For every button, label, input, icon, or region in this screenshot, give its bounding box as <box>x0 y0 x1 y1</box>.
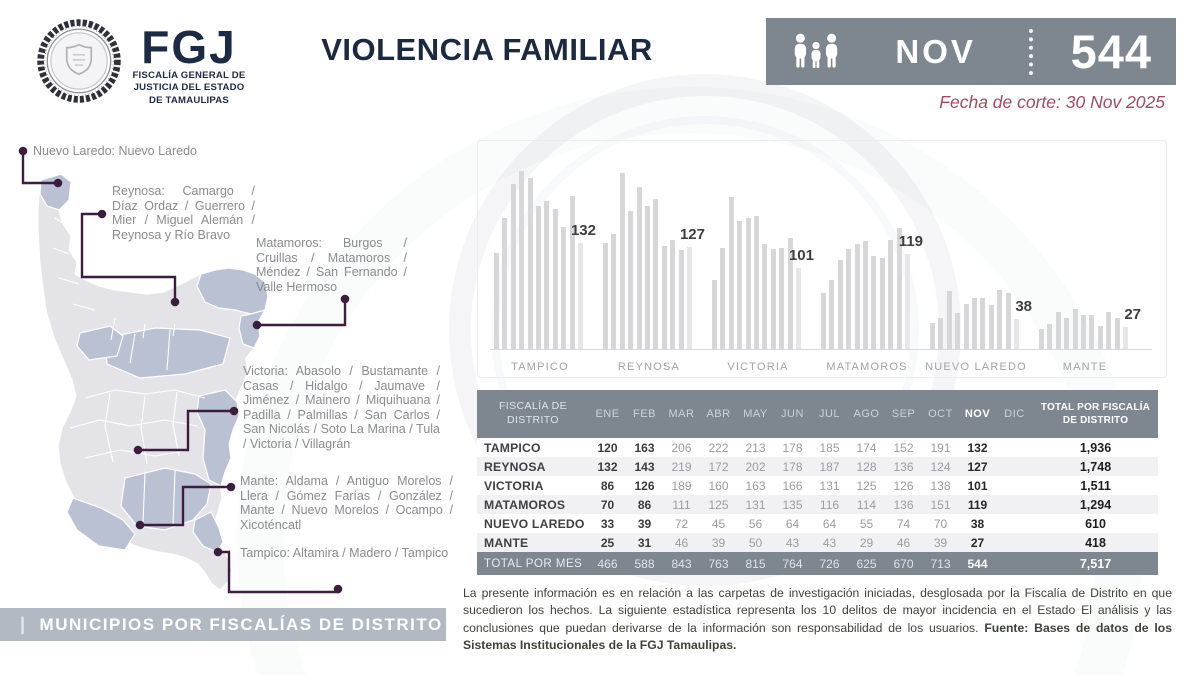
bar-sep <box>997 290 1002 349</box>
table-total-row <box>477 552 1158 575</box>
row-district: VICTORIA <box>484 478 544 493</box>
cell-nov: 38 <box>970 516 985 531</box>
table-row <box>477 514 1158 533</box>
bar-feb <box>829 280 834 349</box>
chart-group-matamoros <box>821 171 923 373</box>
cell-abr: 125 <box>708 497 729 512</box>
col-header-sep: SEP <box>891 408 916 420</box>
badge-count: 544 <box>1070 25 1152 78</box>
bar-may <box>528 178 533 349</box>
cell-total: 1,748 <box>1079 459 1112 474</box>
cell-sep: 74 <box>896 516 911 531</box>
bar-mar <box>620 173 625 349</box>
month-count-badge <box>766 18 1176 85</box>
cell-sep: 136 <box>893 459 914 474</box>
bar-sep <box>779 248 784 349</box>
cell-sep: 136 <box>893 497 914 512</box>
bar-ago <box>1098 326 1103 349</box>
bar-mar <box>838 260 843 349</box>
total-cell-nov: 544 <box>967 556 988 571</box>
fgj-acronym: FGJ <box>141 21 237 73</box>
cell-feb: 31 <box>637 535 652 550</box>
cell-total: 1,511 <box>1080 478 1111 493</box>
chart-group-label: TAMPICO <box>511 361 569 373</box>
badge-divider <box>1029 29 1033 75</box>
total-cell-sep: 670 <box>893 556 914 571</box>
total-cell-ago: 625 <box>856 556 877 571</box>
col-header-abr: ABR <box>706 408 731 420</box>
row-district: REYNOSA <box>484 459 546 474</box>
cell-oct: 138 <box>930 478 951 493</box>
fgj-org-line1: FISCALÍA GENERAL DE <box>132 70 246 81</box>
bar-feb <box>502 218 507 349</box>
cell-sep: 152 <box>893 440 914 455</box>
bar-abr <box>737 221 742 349</box>
total-cell-feb: 588 <box>634 556 655 571</box>
bar-oct <box>1006 293 1011 349</box>
bar-ene <box>1039 329 1044 349</box>
cell-jul: 187 <box>819 459 840 474</box>
table-row <box>477 457 1158 476</box>
nov-value-label: 101 <box>788 247 814 264</box>
footnote-body: La presente información es en relación a las carpetas de investigación iniciadas, desglosada por la Fiscalía de Distrito en que sucedieron los hechos. La siguiente estadística representa los 10 delitos de mayor incidencia en el Estado El análisis y las conclusiones que puedan derivarse de la información son responsabilidad de los usuarios. <box>463 586 1172 635</box>
cell-abr: 39 <box>711 535 726 550</box>
total-cell-abr: 763 <box>708 556 729 571</box>
bar-ago <box>553 209 558 349</box>
col-header-ene: ENE <box>595 408 620 420</box>
cell-total: 610 <box>1085 516 1106 531</box>
banner-title: MUNICIPIOS POR FISCALÍAS DE DISTRITO <box>39 614 443 634</box>
page-title: VIOLENCIA FAMILIAR <box>321 32 653 67</box>
map-label-victoria: Victoria: Abasolo / Bustamante / Casas / Hidalgo / Jaumave / Jiménez / Mainero / Miquihuana / Padilla / Palmillas / San Carlos / San Nicolás / Soto La Marina / Tula / Victoria / Villagrán <box>243 364 440 451</box>
chart-group-reynosa <box>603 171 705 373</box>
cell-feb: 39 <box>637 516 652 531</box>
bar-ene <box>821 293 826 349</box>
cell-may: 202 <box>745 459 766 474</box>
bar-jul <box>762 244 767 349</box>
footnote <box>463 585 1172 654</box>
total-cell-ene: 466 <box>597 556 618 571</box>
bar-may <box>964 304 969 349</box>
bar-abr <box>628 211 633 349</box>
col-header-ago: AGO <box>853 408 880 420</box>
cell-jul: 116 <box>819 497 840 512</box>
bar-sep <box>888 240 893 349</box>
total-cell-jun: 764 <box>782 556 803 571</box>
bar-may <box>1073 309 1078 349</box>
chart-group-tampico <box>494 171 596 373</box>
bar-ene <box>494 253 499 349</box>
cell-ene: 70 <box>600 497 615 512</box>
cell-jul: 185 <box>819 440 840 455</box>
bar-jun <box>536 206 541 349</box>
table-header-row <box>477 390 1158 438</box>
map-label-matamoros: Matamoros: Burgos / Cruillas / Matamoros / Méndez / San Fernando / Valle Hermoso <box>256 236 407 294</box>
fgj-org-line2: JUSTICIA DEL ESTADO <box>133 82 245 94</box>
chart-group-mante <box>1039 171 1141 373</box>
bar-feb <box>938 318 943 349</box>
cell-mar: 46 <box>674 535 689 550</box>
bar-mar <box>511 184 516 349</box>
bar-jul <box>871 256 876 349</box>
stats-table <box>477 390 1158 575</box>
nov-value-label: 38 <box>1015 298 1032 315</box>
cell-ene: 120 <box>597 440 618 455</box>
bar-mar <box>947 291 952 349</box>
table-row <box>477 438 1158 457</box>
bar-nov <box>1014 319 1019 349</box>
bar-mar <box>1056 312 1061 349</box>
bar-oct <box>679 250 684 349</box>
cell-total: 418 <box>1085 535 1106 550</box>
cell-jun: 178 <box>782 459 803 474</box>
chart-group-label: NUEVO LAREDO <box>925 361 1027 373</box>
fgj-logo-text <box>130 21 248 107</box>
nov-value-label: 127 <box>679 226 705 243</box>
bar-jul <box>1089 315 1094 349</box>
cell-sep: 126 <box>893 478 914 493</box>
bar-oct <box>570 196 575 349</box>
bar-ago <box>880 258 885 349</box>
table-row <box>477 495 1158 514</box>
family-icon <box>790 30 842 74</box>
cell-mar: 219 <box>671 459 692 474</box>
cell-feb: 163 <box>634 440 655 455</box>
fgj-org-line3: DE TAMAULIPAS <box>148 94 230 106</box>
cutoff-date: Fecha de corte: 30 Nov 2025 <box>939 92 1165 112</box>
nov-value-label: 132 <box>570 222 596 239</box>
cell-oct: 70 <box>933 516 948 531</box>
col-header-district: FISCALÍA DE DISTRITO <box>498 400 567 426</box>
bar-sep <box>670 240 675 349</box>
bar-nov <box>578 243 583 349</box>
total-row-label: TOTAL POR MES <box>484 557 583 570</box>
map-label-tampico: Tampico: Altamira / Madero / Tampico <box>240 546 449 560</box>
bar-abr <box>519 171 524 349</box>
cell-oct: 191 <box>930 440 951 455</box>
cell-abr: 172 <box>708 459 729 474</box>
cell-ago: 125 <box>856 478 877 493</box>
cell-feb: 126 <box>634 478 655 493</box>
chart-group-label: MANTE <box>1062 361 1108 373</box>
bar-nov <box>1123 327 1128 349</box>
cell-sep: 46 <box>896 535 911 550</box>
bar-abr <box>846 249 851 349</box>
cell-ene: 86 <box>600 478 615 493</box>
bar-may <box>855 244 860 349</box>
chart-group-victoria <box>712 171 814 373</box>
bar-may <box>637 187 642 349</box>
nov-value-label: 119 <box>898 233 923 250</box>
bar-feb <box>720 248 725 349</box>
total-cell-may: 815 <box>745 556 766 571</box>
bar-ene <box>603 243 608 349</box>
cell-mar: 72 <box>674 516 689 531</box>
cell-jun: 166 <box>782 478 803 493</box>
cell-may: 50 <box>748 535 763 550</box>
cell-nov: 119 <box>967 497 988 512</box>
cell-ago: 174 <box>856 440 877 455</box>
cell-ene: 132 <box>597 459 618 474</box>
col-header-feb: FEB <box>633 408 656 420</box>
col-header-mar: MAR <box>668 408 695 420</box>
cell-ago: 55 <box>859 516 874 531</box>
cell-mar: 206 <box>671 440 692 455</box>
fgj-seal-icon <box>36 18 122 104</box>
cell-feb: 143 <box>634 459 655 474</box>
cell-total: 1,294 <box>1079 497 1112 512</box>
bar-nov <box>796 268 801 349</box>
cell-jul: 131 <box>819 478 840 493</box>
cell-ago: 128 <box>856 459 877 474</box>
cell-nov: 27 <box>970 535 985 550</box>
cell-oct: 151 <box>930 497 951 512</box>
table-row <box>477 533 1158 552</box>
bar-ago <box>771 249 776 349</box>
bar-nov <box>687 247 692 349</box>
row-district: MATAMOROS <box>484 497 566 512</box>
bar-jul <box>653 199 658 349</box>
section-banner <box>0 608 446 641</box>
chart-group-label: VICTORIA <box>727 361 789 373</box>
total-cell-oct: 713 <box>930 556 951 571</box>
cell-abr: 45 <box>711 516 726 531</box>
bar-jun <box>863 241 868 349</box>
bar-jul <box>544 201 549 349</box>
cell-may: 163 <box>745 478 766 493</box>
bar-ene <box>712 280 717 349</box>
connector-matamoros <box>257 299 345 325</box>
fgj-logo <box>36 18 248 107</box>
cell-total: 1,936 <box>1079 440 1112 455</box>
footnote-source: Fuente: Bases de datos de los Sistemas Institucionales de la FGJ Tamaulipas. <box>463 620 1172 652</box>
bar-oct <box>1115 318 1120 349</box>
monthly-bar-chart <box>477 140 1167 378</box>
table-row <box>477 476 1158 495</box>
bar-jun <box>972 298 977 349</box>
bar-feb <box>611 234 616 349</box>
nov-value-label: 27 <box>1124 306 1141 323</box>
bar-abr <box>1064 318 1069 349</box>
cell-may: 56 <box>748 516 763 531</box>
bar-mar <box>729 197 734 349</box>
col-header-jul: JUL <box>818 408 841 420</box>
bar-sep <box>1106 312 1111 349</box>
bar-may <box>746 218 751 349</box>
cell-ago: 114 <box>856 497 877 512</box>
bar-jun <box>1081 315 1086 349</box>
cell-mar: 189 <box>671 478 692 493</box>
col-header-oct: OCT <box>928 408 953 420</box>
cell-nov: 101 <box>967 478 988 493</box>
cell-abr: 222 <box>708 440 729 455</box>
cell-jul: 64 <box>822 516 837 531</box>
bar-sep <box>561 227 566 349</box>
bar-nov <box>905 254 910 349</box>
bar-ago <box>662 246 667 349</box>
cell-jun: 178 <box>782 440 803 455</box>
cell-ene: 33 <box>600 516 615 531</box>
chart-group-label: MATAMOROS <box>826 361 908 373</box>
row-district: MANTE <box>484 535 529 550</box>
cell-jun: 64 <box>785 516 800 531</box>
map-label-mante: Mante: Aldama / Antiguo Morelos / Llera / Gómez Farías / González / Mante / Nuevo Morelos / Ocampo / Xicoténcatl <box>240 474 453 532</box>
bar-jul <box>980 298 985 349</box>
badge-month: NOV <box>895 32 976 70</box>
total-cell-grand: 7,517 <box>1079 556 1112 571</box>
cell-may: 213 <box>745 440 766 455</box>
col-header-nov: NOV <box>964 408 991 420</box>
cell-ago: 29 <box>859 535 874 550</box>
col-header-may: MAY <box>743 408 768 420</box>
cell-jun: 43 <box>785 535 800 550</box>
col-header-total: TOTAL POR FISCALÍA DE DISTRITO <box>1040 402 1151 426</box>
chart-group-nuevo-laredo <box>925 171 1032 373</box>
row-district: NUEVO LAREDO <box>484 516 585 531</box>
bar-jun <box>645 206 650 349</box>
chart-baseline <box>490 349 1152 350</box>
cell-feb: 86 <box>637 497 652 512</box>
cell-jun: 135 <box>782 497 803 512</box>
map-label-reynosa: Reynosa: Camargo / Díaz Ordaz / Guerrero / Mier / Miguel Alemán / Reynosa y Río Bravo <box>112 184 255 242</box>
cell-oct: 124 <box>930 459 951 474</box>
cell-ene: 25 <box>600 535 615 550</box>
col-header-jun: JUN <box>781 408 804 420</box>
row-district: TAMPICO <box>484 440 541 455</box>
cell-may: 131 <box>745 497 766 512</box>
col-header-dic: DIC <box>1004 408 1025 420</box>
bar-ene <box>930 323 935 349</box>
map-label-nuevo-laredo: Nuevo Laredo: Nuevo Laredo <box>33 144 198 158</box>
cell-jul: 43 <box>822 535 837 550</box>
banner-bullet: | <box>20 614 27 634</box>
cell-abr: 160 <box>708 478 729 493</box>
total-cell-mar: 843 <box>671 556 692 571</box>
total-cell-jul: 726 <box>819 556 840 571</box>
bar-abr <box>955 313 960 349</box>
cell-oct: 39 <box>933 535 948 550</box>
cell-nov: 132 <box>967 440 988 455</box>
bar-jun <box>754 216 759 349</box>
bar-feb <box>1047 324 1052 349</box>
cell-nov: 127 <box>967 459 988 474</box>
bar-ago <box>989 305 994 349</box>
chart-group-label: REYNOSA <box>617 361 681 373</box>
cell-mar: 111 <box>672 497 691 512</box>
